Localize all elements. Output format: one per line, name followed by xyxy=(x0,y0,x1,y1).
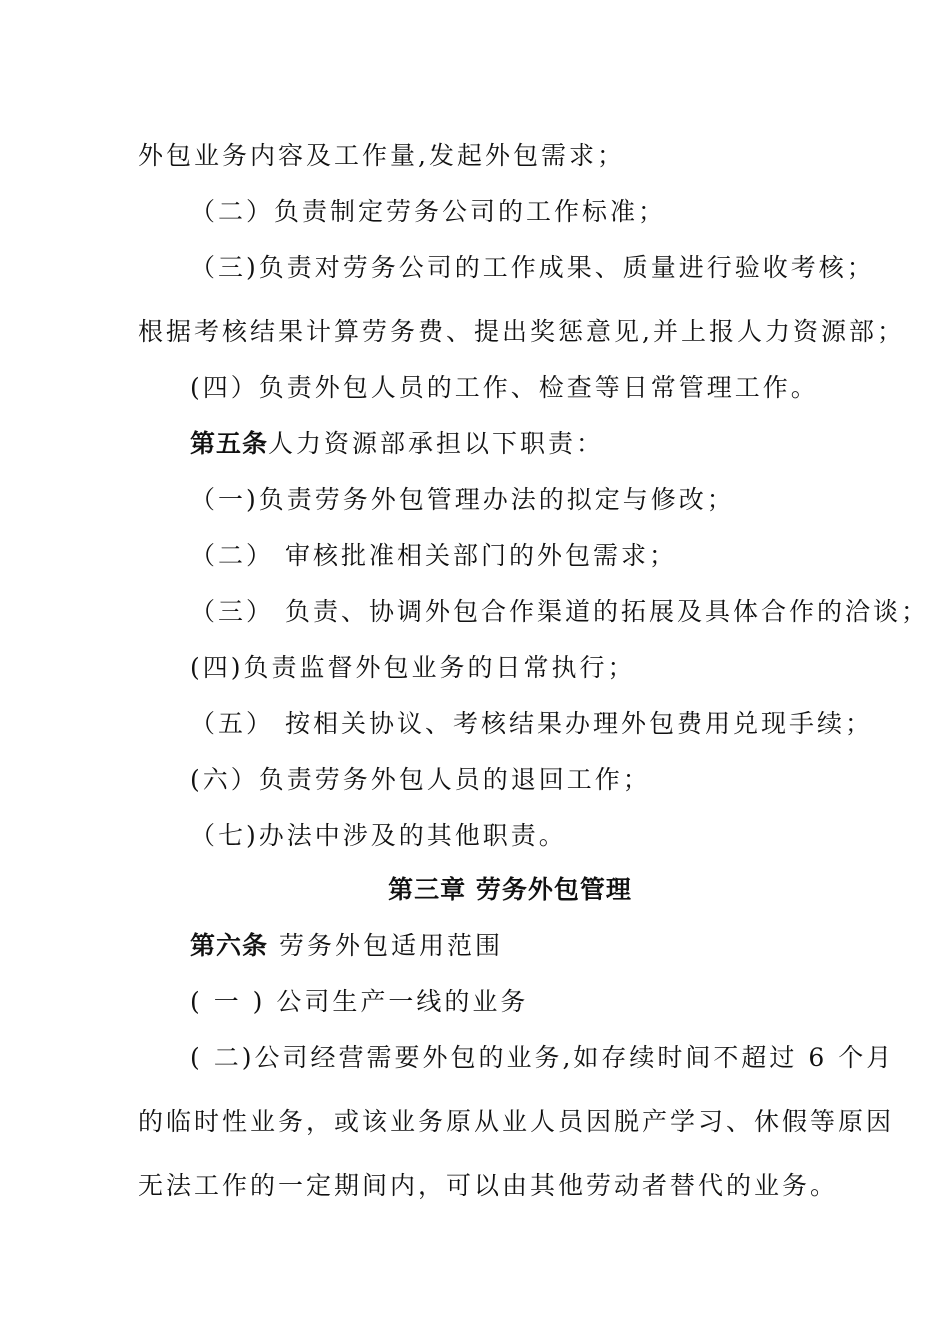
paragraph-line: （三)负责对劳务公司的工作成果、质量进行验收考核； xyxy=(190,253,875,282)
paragraph-line: 外包业务内容及工作量,发起外包需求； xyxy=(138,141,625,170)
paragraph-line: （三） 负责、协调外包合作渠道的拓展及具体合作的洽谈； xyxy=(190,597,929,626)
paragraph-line: ( 一 ) 公司生产一线的业务 xyxy=(190,987,529,1016)
paragraph-line: 根据考核结果计算劳务费、提出奖惩意见,并上报人力资源部； xyxy=(138,317,905,346)
paragraph-line: （七)办法中涉及的其他职责。 xyxy=(190,821,567,850)
paragraph-line: （五） 按相关协议、考核结果办理外包费用兑现手续； xyxy=(190,709,873,738)
paragraph-line: ( 二)公司经营需要外包的业务,如存续时间不超过 6 个月 xyxy=(190,1043,895,1072)
article-text: 人力资源部承担以下职责： xyxy=(268,429,605,458)
article-text: 劳务外包适用范围 xyxy=(268,931,503,960)
paragraph-line: 无法工作的一定期间内，可以由其他劳动者替代的业务。 xyxy=(138,1171,839,1200)
paragraph-line: （二）负责制定劳务公司的工作标准； xyxy=(190,197,667,226)
article-line xyxy=(190,930,503,962)
article-line xyxy=(190,428,604,460)
paragraph-line: （二） 审核批准相关部门的外包需求； xyxy=(190,541,677,570)
paragraph-line: (四）负责外包人员的工作、检查等日常管理工作。 xyxy=(190,373,819,402)
chapter-heading: 第三章 劳务外包管理 xyxy=(388,875,632,904)
paragraph-line: (四)负责监督外包业务的日常执行； xyxy=(190,653,636,682)
paragraph-line: (六）负责劳务外包人员的退回工作； xyxy=(190,765,651,794)
paragraph-line: （一)负责劳务外包管理办法的拟定与修改； xyxy=(190,485,735,514)
paragraph-line: 的临时性业务，或该业务原从业人员因脱产学习、休假等原因 xyxy=(138,1107,895,1136)
article-label: 第五条 xyxy=(190,429,269,458)
article-label: 第六条 xyxy=(190,931,269,960)
